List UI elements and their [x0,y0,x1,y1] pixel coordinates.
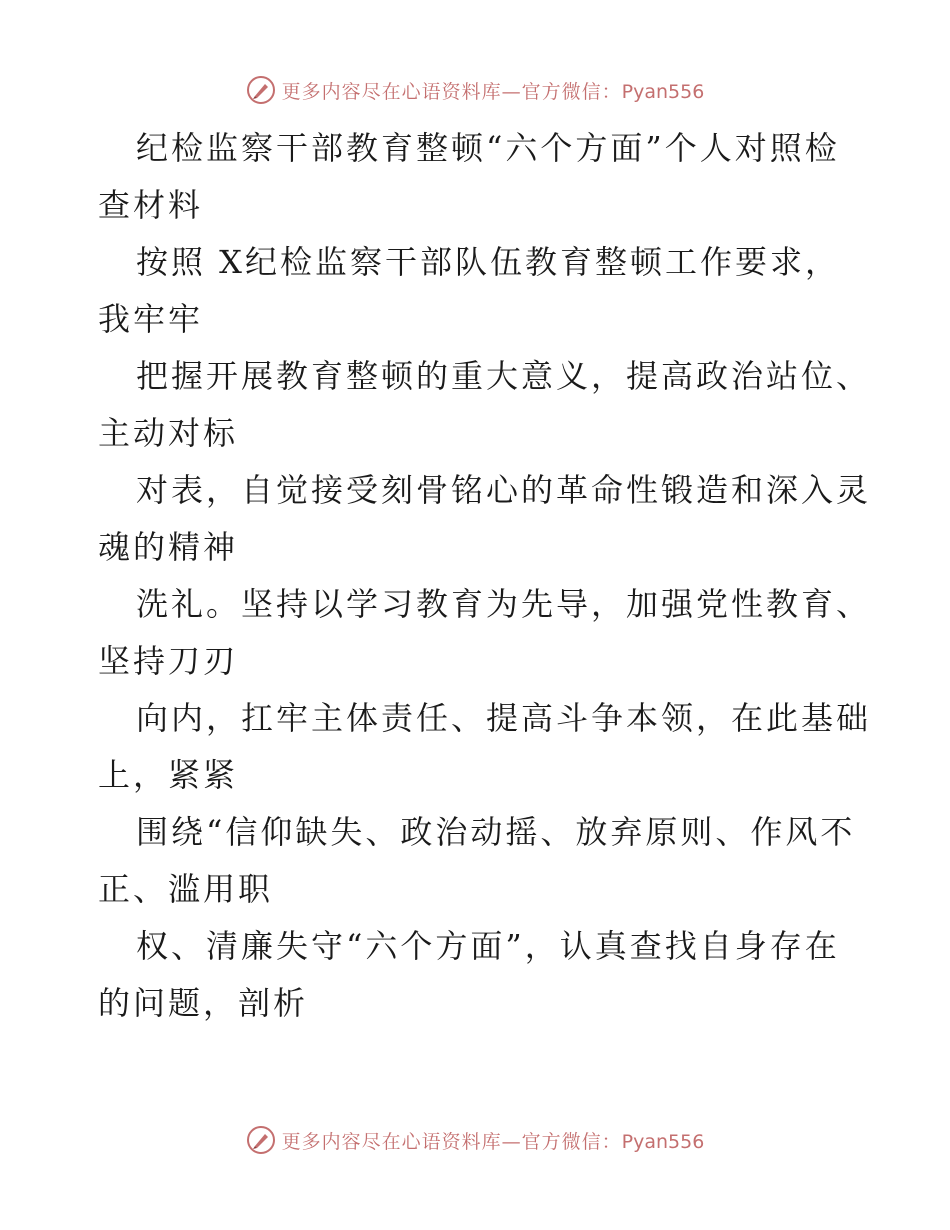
body-line: 魂的精神 [98,528,239,566]
body-line: 权、清廉失守“六个方面”，认真查找自身存在 [136,927,840,965]
body-line: 的问题，剖析 [98,984,309,1022]
document-body [98,120,872,1032]
body-line: 洗礼。坚持以学习教育为先导，加强党性教育、 [136,585,872,623]
body-line: 围绕“信仰缺失、政治动摇、放弃原则、作风不 [136,813,856,851]
body-line: 上，紧紧 [98,756,239,794]
header-banner [0,70,950,110]
body-line: 按照 X纪检监察干部队伍教育整顿工作要求， [136,243,840,281]
banner-text: 更多内容尽在心语资料库—官方微信：Pyan556 [281,80,705,103]
body-line: 把握开展教育整顿的重大意义，提高政治站位、 [136,357,872,395]
body-line: 向内，扛牢主体责任、提高斗争本领，在此基础 [136,699,872,737]
body-line: 我牢牢 [98,300,204,338]
body-line: 纪检监察干部教育整顿“六个方面”个人对照检 [136,129,840,167]
body-line: 查材料 [98,186,204,224]
footer-banner [0,1120,950,1160]
body-line: 对表，自觉接受刻骨铭心的革命性锻造和深入灵 [136,471,872,509]
banner-text: 更多内容尽在心语资料库—官方微信：Pyan556 [281,1130,705,1153]
body-line: 主动对标 [98,414,239,452]
pen-nib-logo-icon [246,1125,276,1155]
body-line: 坚持刀刃 [98,642,239,680]
pen-nib-logo-icon [246,75,276,105]
body-line: 正、滥用职 [98,870,274,908]
